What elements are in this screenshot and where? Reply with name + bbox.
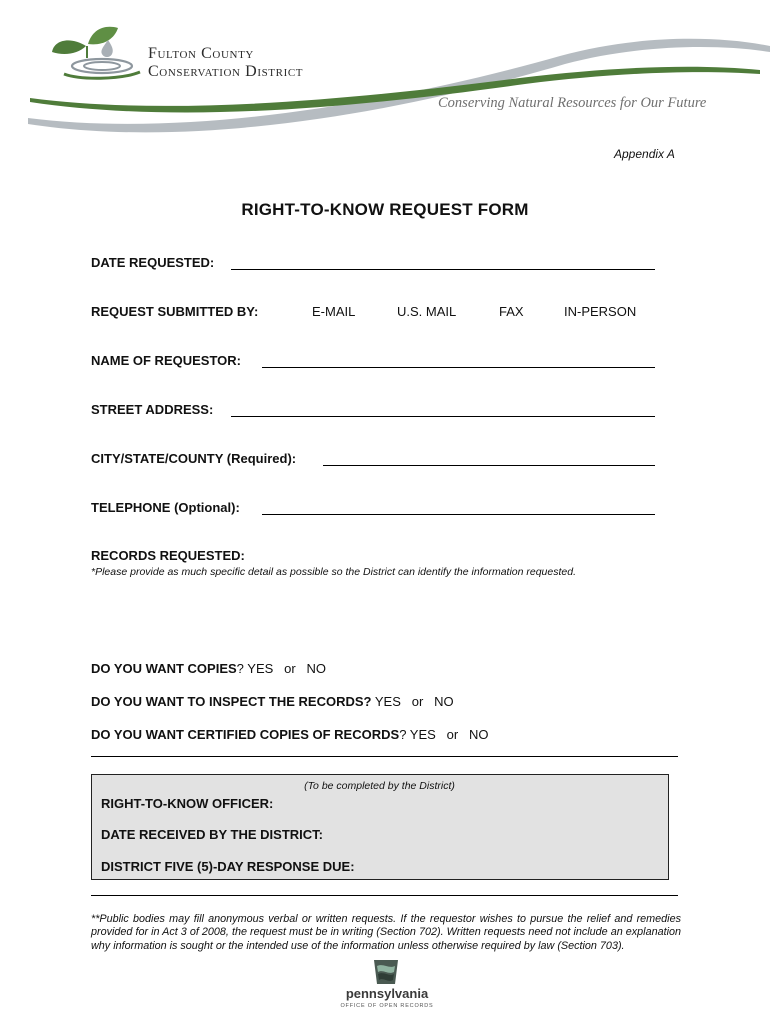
leaf-logo-icon <box>52 27 140 78</box>
org-name-line2: Conservation District <box>148 63 304 80</box>
question-inspect-label: DO YOU WANT TO INSPECT THE RECORDS? <box>91 694 372 709</box>
district-box-note: (To be completed by the District) <box>304 780 455 792</box>
header-logo-graphic <box>0 0 770 145</box>
response-due-label: DISTRICT FIVE (5)-DAY RESPONSE DUE: <box>101 859 355 874</box>
street-address-label: STREET ADDRESS: <box>91 402 214 417</box>
date-requested-line[interactable] <box>231 269 655 270</box>
org-name-line1: Fulton County <box>148 45 254 62</box>
appendix-label: Appendix A <box>614 147 675 161</box>
telephone-label: TELEPHONE (Optional): <box>91 500 240 515</box>
telephone-line[interactable] <box>262 514 655 515</box>
records-requested-note: *Please provide as much specific detail as possible so the District can identify the information requested. <box>91 566 576 578</box>
question-copies-label: DO YOU WANT COPIES <box>91 661 237 676</box>
city-state-county-line[interactable] <box>323 465 655 466</box>
submit-option-email[interactable]: E-MAIL <box>312 304 356 319</box>
footnote: **Public bodies may fill anonymous verbal or written requests. If the requestor wishes to pursue the relief and remedies provided for in Act 3 of 2008, the request must be in writing (Section 702). Written requests need not include an explanation why information is sought or the intended use of the information unless otherwise required by law (Section 703). <box>91 913 681 952</box>
records-requested-label: RECORDS REQUESTED: <box>91 548 245 563</box>
question-certified-label: DO YOU WANT CERTIFIED COPIES OF RECORDS <box>91 727 400 742</box>
date-received-label: DATE RECEIVED BY THE DISTRICT: <box>101 827 323 842</box>
submitted-by-label: REQUEST SUBMITTED BY: <box>91 304 259 319</box>
pennsylvania-logo-text: pennsylvania <box>345 986 429 1001</box>
question-inspect-answer: YES or NO <box>371 694 454 709</box>
question-certified[interactable] <box>91 727 489 742</box>
submit-option-fax[interactable]: FAX <box>499 304 524 319</box>
requestor-name-label: NAME OF REQUESTOR: <box>91 353 241 368</box>
question-inspect[interactable] <box>91 694 454 709</box>
question-copies-answer: ? YES or NO <box>236 661 327 676</box>
rtk-officer-label: RIGHT-TO-KNOW OFFICER: <box>101 796 274 811</box>
street-address-line[interactable] <box>231 416 655 417</box>
date-requested-label: DATE REQUESTED: <box>91 255 215 270</box>
district-use-box <box>91 774 669 880</box>
submit-option-us-mail[interactable]: U.S. MAIL <box>397 304 457 319</box>
submit-option-in-person[interactable]: IN-PERSON <box>564 304 637 319</box>
section-divider-bottom <box>91 895 678 896</box>
section-divider-top <box>91 756 678 757</box>
question-certified-answer: ? YES or NO <box>399 727 489 742</box>
office-open-records-text: OFFICE OF OPEN RECORDS <box>340 1003 434 1009</box>
pennsylvania-keystone-icon <box>369 958 403 986</box>
requestor-name-line[interactable] <box>262 367 655 368</box>
question-copies[interactable] <box>91 661 326 676</box>
form-title: RIGHT-TO-KNOW REQUEST FORM <box>241 200 529 219</box>
tagline: Conserving Natural Resources for Our Future <box>438 95 707 111</box>
city-state-county-label: CITY/STATE/COUNTY (Required): <box>91 451 297 466</box>
